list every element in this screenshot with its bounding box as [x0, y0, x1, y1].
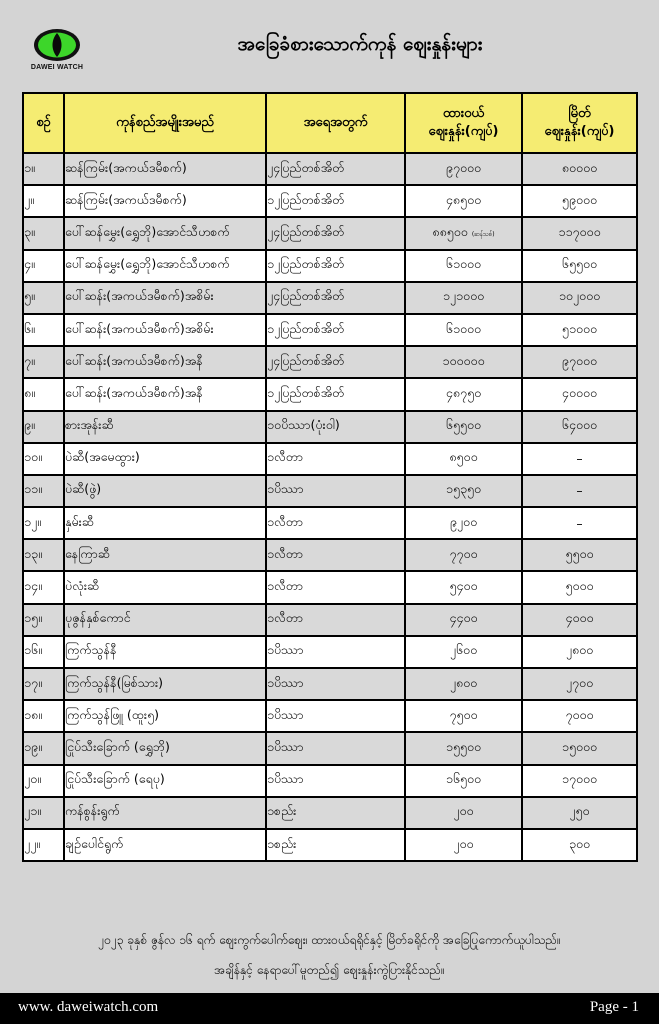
- product-unit-text: ၁လီတာ: [267, 610, 304, 626]
- product-unit: [266, 668, 405, 700]
- row-number-text: ၁၀။: [24, 449, 42, 465]
- dawei-price: [405, 765, 522, 797]
- dawei-price: [405, 250, 522, 282]
- product-unit: [266, 604, 405, 636]
- myeik-price: [522, 797, 637, 829]
- myeik-price-text: ၃၀၀: [568, 835, 591, 851]
- dawei-price-text: ၆၁၀၀၀: [445, 256, 482, 272]
- myeik-price: [522, 507, 637, 539]
- dawei-price: [405, 604, 522, 636]
- myeik-price-text: ၅၉၀၀၀: [561, 191, 598, 207]
- table-row: [23, 668, 637, 700]
- myeik-price: [522, 443, 637, 475]
- dawei-price: [405, 636, 522, 668]
- myeik-price-text: ၈၀၀၀၀: [561, 159, 598, 175]
- price-table: [22, 92, 638, 862]
- myeik-price-text: –: [576, 451, 583, 467]
- myeik-price-text: ၅၀၀၀: [565, 578, 594, 594]
- myeik-price: [522, 185, 637, 217]
- table-row: [23, 217, 637, 249]
- row-number-text: ၃။: [24, 223, 35, 239]
- row-number-text: ၁၃။: [24, 545, 42, 561]
- myeik-price: [522, 571, 637, 603]
- dawei-price-text: ၆၅၅၀၀: [445, 417, 482, 433]
- product-unit-text: ၁ပိဿာ: [267, 642, 304, 658]
- product-name: [64, 217, 266, 249]
- myeik-price-text: –: [576, 515, 583, 531]
- dawei-price: [405, 797, 522, 829]
- row-number: [23, 282, 64, 314]
- dawei-price: [405, 475, 522, 507]
- dawei-price: [405, 700, 522, 732]
- row-number: [23, 314, 64, 346]
- myeik-price: [522, 217, 637, 249]
- product-unit-text: ၁၀ပိဿာ(ပုံး၀ါ): [267, 417, 340, 433]
- row-number: [23, 217, 64, 249]
- header-retail-line2: ဈေးနှုန်း(ကျပ်): [544, 124, 615, 139]
- myeik-price: [522, 604, 637, 636]
- dawei-price: [405, 539, 522, 571]
- myeik-price: [522, 668, 637, 700]
- row-number: [23, 475, 64, 507]
- header-wholesale: [405, 93, 522, 153]
- product-unit: [266, 765, 405, 797]
- product-name: [64, 443, 266, 475]
- row-number: [23, 700, 64, 732]
- product-name: [64, 314, 266, 346]
- product-name-text: ဆန်ကြမ်း(အကယ်ဒမီစက်): [65, 159, 187, 175]
- row-number-text: ၂၀။: [24, 771, 41, 787]
- dawei-price: [405, 829, 522, 861]
- row-number-text: ၁၆။: [24, 642, 42, 658]
- product-unit: [266, 250, 405, 282]
- product-unit: [266, 346, 405, 378]
- myeik-price: [522, 153, 637, 185]
- dawei-price: [405, 346, 522, 378]
- product-unit-text: ၁လီတာ: [267, 578, 304, 594]
- product-unit-text: ၁ပိဿာ: [267, 771, 304, 787]
- myeik-price-text: ၆၄၀၀၀: [561, 417, 598, 433]
- dawei-price: [405, 443, 522, 475]
- dawei-price-text: ၈၅၀၀: [449, 449, 478, 465]
- product-unit: [266, 539, 405, 571]
- table-row: [23, 411, 637, 443]
- page-title: အခြေခံစားသောက်ကုန် ဈေးနှုန်းများ: [237, 33, 483, 55]
- page-number: Page - 1: [589, 999, 639, 1015]
- dawei-price: [405, 282, 522, 314]
- table-row: [23, 765, 637, 797]
- product-name-text: ပဲဆီ(ဖွဲ): [65, 481, 102, 497]
- product-unit: [266, 700, 405, 732]
- product-name-text: ကြက်သွန်နီ(မြစ်သား): [65, 674, 164, 690]
- dawei-price-text: ၉၇၀၀၀: [445, 159, 482, 175]
- product-unit-text: ၁ပိဿာ: [267, 674, 304, 690]
- dawei-price-text: ၈၈၅၀၀: [432, 223, 468, 239]
- myeik-price-text: ၁၁၇၀၀၀: [558, 223, 601, 239]
- row-number-text: ၈။: [24, 384, 35, 400]
- table-row: [23, 732, 637, 764]
- table-row: [23, 700, 637, 732]
- header-unit: အရေအတွက်: [266, 93, 405, 153]
- product-unit-text: ၂၄ပြည်တစ်အိတ်: [267, 288, 345, 304]
- product-name-text: ကန်စွန်းရွက်: [65, 803, 120, 819]
- myeik-price: [522, 346, 637, 378]
- myeik-price: [522, 539, 637, 571]
- product-unit: [266, 282, 405, 314]
- product-name: [64, 797, 266, 829]
- product-name-text: ချဉ်ပေါင်ရွက်: [65, 835, 124, 851]
- myeik-price: [522, 378, 637, 410]
- table-row: [23, 378, 637, 410]
- myeik-price: [522, 411, 637, 443]
- product-name: [64, 571, 266, 603]
- table-row: [23, 604, 637, 636]
- product-name-text: ငြုပ်သီးခြောက် (ရေပု): [65, 771, 165, 787]
- table-row: [23, 571, 637, 603]
- product-unit-text: ၁ပိဿာ: [267, 481, 304, 497]
- price-note: (ဆန်သစ်): [471, 230, 495, 238]
- row-number-text: ၁၈။: [24, 706, 42, 722]
- product-unit-text: ၁လီတာ: [267, 545, 304, 561]
- row-number: [23, 411, 64, 443]
- product-name-text: ပေါ်ဆန်း(အကယ်ဒမီစက်)အစိမ်း: [65, 288, 214, 304]
- product-name-text: နေကြာဆီ: [65, 545, 110, 561]
- row-number-text: ၁၉။: [24, 738, 42, 754]
- table-row: [23, 250, 637, 282]
- dawei-price-text: ၁၂၁၀၀၀: [442, 288, 485, 304]
- row-number-text: ၁၂။: [24, 513, 41, 529]
- row-number-text: ၁၅။: [24, 610, 42, 626]
- product-unit: [266, 475, 405, 507]
- product-unit-text: ၁ပိဿာ: [267, 706, 304, 722]
- row-number-text: ၆။: [24, 320, 35, 336]
- product-unit-text: ၂၄ပြည်တစ်အိတ်: [267, 159, 345, 175]
- dawei-price-text: ၂၆၀၀: [449, 642, 478, 658]
- product-name-text: ပေါ်ဆန်မွှေး(ရွှေဘို)အောင်သီဟစက်: [65, 223, 230, 239]
- dawei-price-text: ၁၅၅၀၀: [445, 738, 482, 754]
- product-unit-text: ၁ပိဿာ: [267, 738, 304, 754]
- website-link[interactable]: www. daweiwatch.com: [18, 999, 159, 1015]
- row-number-text: ၉။: [24, 417, 35, 433]
- dawei-price-text: ၆၁၀၀၀: [445, 320, 482, 336]
- dawei-price-text: ၄၈၇၅၀: [445, 384, 482, 400]
- table-row: [23, 539, 637, 571]
- row-number: [23, 829, 64, 861]
- dawei-price: [405, 217, 522, 249]
- dawei-price: [405, 378, 522, 410]
- row-number-text: ၇။: [24, 352, 35, 368]
- product-name: [64, 282, 266, 314]
- row-number: [23, 185, 64, 217]
- dawei-price: [405, 571, 522, 603]
- product-unit: [266, 411, 405, 443]
- product-name-text: ကြက်သွန်ဖြူ (ထူး၅): [65, 706, 159, 722]
- product-name: [64, 765, 266, 797]
- dawei-price: [405, 411, 522, 443]
- product-name-text: ပေါ်ဆန်း(အကယ်ဒမီစက်)အနီ: [65, 352, 203, 368]
- product-name: [64, 507, 266, 539]
- product-name: [64, 346, 266, 378]
- product-name-text: ပေါ်ဆန်း(အကယ်ဒမီစက်)အနီ: [65, 384, 203, 400]
- header-retail-line1: မြိတ်: [568, 106, 591, 122]
- table-header-row: [23, 93, 637, 153]
- row-number-text: ၅။: [24, 288, 35, 304]
- row-number-text: ၂၂။: [24, 835, 41, 851]
- product-unit-text: ၁လီတာ: [267, 513, 304, 529]
- table-row: [23, 636, 637, 668]
- logo-text: DAWEI WATCH: [30, 64, 84, 71]
- product-name: [64, 636, 266, 668]
- row-number: [23, 507, 64, 539]
- header-wholesale-line1: ထားဝယ်: [442, 106, 485, 122]
- product-unit-text: ၁၂ပြည်တစ်အိတ်: [267, 191, 345, 207]
- product-name: [64, 668, 266, 700]
- row-number-text: ၂၁။: [24, 803, 41, 819]
- myeik-price-text: ၄၀၀၀: [565, 610, 594, 626]
- row-number-text: ၂။: [24, 191, 34, 207]
- product-unit-text: ၁၂ပြည်တစ်အိတ်: [267, 384, 345, 400]
- table-row: [23, 797, 637, 829]
- product-unit-text: ၁စည်း: [267, 835, 297, 851]
- product-name: [64, 829, 266, 861]
- dawei-price: [405, 314, 522, 346]
- dawei-price: [405, 507, 522, 539]
- dawei-price-text: ၁၅၃၅၀: [445, 481, 482, 497]
- dawei-price-text: ၂၀၀: [453, 803, 474, 819]
- product-unit: [266, 797, 405, 829]
- myeik-price: [522, 732, 637, 764]
- row-number: [23, 539, 64, 571]
- product-name: [64, 185, 266, 217]
- row-number: [23, 765, 64, 797]
- product-name: [64, 539, 266, 571]
- product-unit: [266, 636, 405, 668]
- row-number-text: ၁။: [24, 159, 35, 175]
- table-row: [23, 346, 637, 378]
- row-number: [23, 636, 64, 668]
- product-unit: [266, 378, 405, 410]
- table-row: [23, 282, 637, 314]
- dawei-price-text: ၄၈၅၀၀: [445, 191, 482, 207]
- myeik-price-text: ၅၅၀၀: [565, 545, 594, 561]
- dawei-price-text: ၁၀၀၀၀၀: [442, 352, 485, 368]
- row-number-text: ၄။: [24, 256, 35, 272]
- header-retail: [522, 93, 637, 153]
- myeik-price: [522, 314, 637, 346]
- row-number: [23, 797, 64, 829]
- product-unit: [266, 732, 405, 764]
- table-row: [23, 829, 637, 861]
- row-number: [23, 346, 64, 378]
- myeik-price: [522, 636, 637, 668]
- row-number: [23, 153, 64, 185]
- product-unit: [266, 314, 405, 346]
- product-name: [64, 604, 266, 636]
- header-no: စဉ်: [23, 93, 64, 153]
- myeik-price: [522, 282, 637, 314]
- product-unit: [266, 507, 405, 539]
- myeik-price: [522, 829, 637, 861]
- product-name-text: နှမ်းဆီ: [65, 513, 94, 529]
- row-number: [23, 571, 64, 603]
- dawei-price-text: ၄၄၀၀: [449, 610, 478, 626]
- myeik-price-text: ၂၈၀၀: [565, 642, 594, 658]
- product-name-text: စားအုန်းဆီ: [65, 417, 114, 433]
- product-unit: [266, 443, 405, 475]
- row-number: [23, 250, 64, 282]
- table-row: [23, 475, 637, 507]
- header-name: ကုန်စည်အမျိုးအမည်: [64, 93, 266, 153]
- row-number: [23, 732, 64, 764]
- dawei-price-text: ၁၆၅၀၀: [445, 771, 482, 787]
- dawei-price-text: ၇၅၀၀: [449, 706, 478, 722]
- header-wholesale-line2: ဈေးနှုန်း(ကျပ်): [428, 124, 499, 139]
- row-number-text: ၁၁။: [24, 481, 42, 497]
- myeik-price: [522, 475, 637, 507]
- product-unit: [266, 571, 405, 603]
- footer-bar: [0, 993, 659, 1024]
- myeik-price-text: ၉၇၀၀၀: [561, 352, 598, 368]
- myeik-price: [522, 250, 637, 282]
- product-name-text: ပေါ်ဆန်း(အကယ်ဒမီစက်)အစိမ်း: [65, 320, 214, 336]
- product-name: [64, 250, 266, 282]
- product-unit: [266, 217, 405, 249]
- row-number: [23, 443, 64, 475]
- product-name-text: ပဲဆီ(အမေထွား): [65, 449, 140, 465]
- logo: [26, 28, 88, 71]
- product-name-text: ပဲလုံးဆီ: [65, 578, 100, 594]
- product-unit-text: ၁၂ပြည်တစ်အိတ်: [267, 320, 345, 336]
- product-name: [64, 153, 266, 185]
- myeik-price-text: ၁၇၀၀၀: [561, 771, 598, 787]
- product-unit: [266, 153, 405, 185]
- product-name-text: ဆန်ကြမ်း(အကယ်ဒမီစက်): [65, 191, 187, 207]
- table-row: [23, 314, 637, 346]
- dawei-price-text: ၉၂၀၀: [449, 513, 478, 529]
- product-name-text: ပေါ်ဆန်မွှေး(ရွှေဘို)အောင်သီဟစက်: [65, 256, 230, 272]
- myeik-price-text: ၄၀၀၀၀: [561, 384, 598, 400]
- product-unit: [266, 185, 405, 217]
- dawei-price-text: ၅၄၀၀: [449, 578, 478, 594]
- footer-note-date: ၂၀၂၃ ခုနှစ် ဇွန်လ ၁၆ ရက် ဈေးကွက်ပေါက်ဈေး၊ ထားဝယ်ရရိုင်နှင့် မြိတ်ခရိုင်ကို အခြေပြုကောက်ယူပါသည်။: [98, 933, 561, 947]
- row-number: [23, 604, 64, 636]
- dawei-price: [405, 732, 522, 764]
- product-unit-text: ၁၂ပြည်တစ်အိတ်: [267, 256, 345, 272]
- row-number: [23, 668, 64, 700]
- myeik-price-text: ၇၀၀၀: [565, 706, 594, 722]
- dawei-price: [405, 153, 522, 185]
- product-unit: [266, 829, 405, 861]
- product-name: [64, 378, 266, 410]
- table-row: [23, 185, 637, 217]
- table-row: [23, 153, 637, 185]
- row-number: [23, 378, 64, 410]
- row-number-text: ၁၄။: [24, 578, 42, 594]
- cat-eye-logo-icon: [33, 28, 81, 62]
- dawei-price-text: ၂၈၀၀: [449, 674, 478, 690]
- myeik-price-text: –: [576, 483, 583, 499]
- myeik-price-text: ၆၅၅၀၀: [561, 256, 598, 272]
- dawei-price-text: ၂၀၀: [453, 835, 474, 851]
- dawei-price: [405, 668, 522, 700]
- myeik-price-text: ၁၅၀၀၀: [561, 738, 598, 754]
- table-row: [23, 507, 637, 539]
- myeik-price-text: ၂၇၀၀: [565, 674, 594, 690]
- myeik-price: [522, 700, 637, 732]
- row-number-text: ၁၇။: [24, 674, 42, 690]
- myeik-price-text: ၂၅၀: [569, 803, 590, 819]
- product-name-text: ငြုပ်သီးခြောက် (ရွှေဘို): [65, 738, 170, 754]
- dawei-price: [405, 185, 522, 217]
- product-unit-text: ၂၄ပြည်တစ်အိတ်: [267, 352, 345, 368]
- product-name-text: ကြက်သွန်နီ: [65, 642, 117, 658]
- product-name: [64, 411, 266, 443]
- myeik-price-text: ၅၁၀၀၀: [561, 320, 598, 336]
- myeik-price-text: ၁၀၂၀၀၀: [558, 288, 601, 304]
- dawei-price-text: ၇၇၀၀: [449, 545, 478, 561]
- product-name: [64, 700, 266, 732]
- product-name-text: ပုဇွန်နှစ်ကောင်: [65, 610, 131, 626]
- product-name: [64, 732, 266, 764]
- product-name: [64, 475, 266, 507]
- table-row: [23, 443, 637, 475]
- product-unit-text: ၂၄ပြည်တစ်အိတ်: [267, 223, 345, 239]
- myeik-price: [522, 765, 637, 797]
- footer-note-disclaimer: အချိန်နှင့် နေရာပေါ်မူတည်၍ ဈေးနှုန်းကွဲပြားနိုင်သည်။: [214, 963, 445, 977]
- product-unit-text: ၁စည်း: [267, 803, 297, 819]
- product-unit-text: ၁လီတာ: [267, 449, 304, 465]
